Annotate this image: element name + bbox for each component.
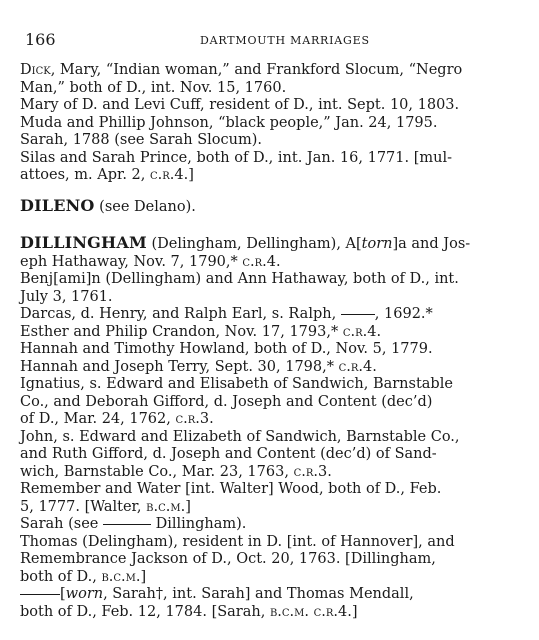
editorial-italic: torn xyxy=(361,236,393,252)
entry-line: Hannah and Timothy Howland, both of D., Nov. 5, 1779. xyxy=(20,341,433,357)
entry-text: .] xyxy=(180,498,191,515)
page-body xyxy=(20,62,532,621)
entry-text: (Delingham, Dellingham), A[ xyxy=(146,236,362,252)
entry-line: Man,” both of D., int. Nov. 15, 1760. xyxy=(20,79,287,96)
running-title: DARTMOUTH MARRIAGES xyxy=(200,34,370,47)
entry-text: Dillingham). xyxy=(150,516,247,532)
entry-line xyxy=(20,323,532,342)
entry-text: . xyxy=(304,603,314,620)
entry-text: wich, Barnstable Co., Mar. 23, 1763, xyxy=(20,463,294,480)
source-abbrev: b.c.m xyxy=(101,568,136,585)
source-abbrev: c.r.3 xyxy=(293,463,328,480)
entry-text: .] xyxy=(135,568,147,585)
entry-line xyxy=(20,516,532,534)
entry-benjamin xyxy=(20,271,532,306)
entry-text: Esther and Philip Crandon, Nov. 17, 1793,* xyxy=(20,323,343,340)
entry-text: ]a and Jos- xyxy=(392,236,471,252)
entry-text: both of D., Feb. 12, 1784. [Sarah, xyxy=(20,603,270,620)
entry-text: Darcas, d. Henry, and Ralph Earl, s. Ralph, xyxy=(20,306,341,322)
entry-line: Co., and Deborah Gifford, d. Joseph and Content (dec’d) xyxy=(20,393,433,410)
entry-text: .] xyxy=(183,167,194,183)
source-abbrev: b.c.m xyxy=(146,498,181,515)
entry-hannah-joseph xyxy=(20,359,532,377)
entry-text: Hannah and Joseph Terry, Sept. 30, 1798,* xyxy=(20,358,339,375)
entry-text: , Sarah†, int. Sarah] and Thomas Mendall, xyxy=(103,586,414,602)
entry-text: Sarah (see xyxy=(20,516,103,532)
entry-text: 5, 1777. [Walter, xyxy=(20,498,147,515)
entry-line xyxy=(20,603,532,622)
entry-line: Mary of D. and Levi Cuff, resident of D., int. Sept. 10, 1803. xyxy=(20,97,460,113)
entry-worn-sarah xyxy=(20,586,532,621)
entry-line xyxy=(20,233,532,254)
entry-line: Sarah, 1788 (see Sarah Slocum). xyxy=(20,132,262,148)
entry-text: of D., Mar. 24, 1762, xyxy=(20,411,176,427)
entry-dick-mary-levi xyxy=(20,97,532,115)
entry-line xyxy=(20,167,532,185)
entry-line: Silas and Sarah Prince, both of D., int. Jan. 16, 1771. [mul- xyxy=(20,149,452,166)
entry-dick-silas xyxy=(20,150,532,185)
blank-dash xyxy=(20,594,60,595)
entry-remember xyxy=(20,481,532,516)
entry-line: Benj[ami]n (Dellingham) and Ann Hathaway, both of D., int. xyxy=(20,271,459,287)
entry-line: Remember and Water [int. Walter] Wood, both of D., Feb. xyxy=(20,481,442,497)
entry-line: and Ruth Gifford, d. Joseph and Content (dec’d) of Sand- xyxy=(20,446,437,462)
entry-line xyxy=(20,411,532,429)
entry-line xyxy=(20,358,532,377)
source-abbrev: c.r.4 xyxy=(242,253,276,270)
entry-thomas xyxy=(20,534,532,587)
entry-text: [ xyxy=(60,586,66,602)
entry-dileno xyxy=(20,197,532,217)
surname-smallcaps: Dick xyxy=(20,62,51,78)
entry-text: . xyxy=(209,411,214,427)
entry-line xyxy=(20,195,532,217)
source-abbrev: c.r.4 xyxy=(313,603,348,620)
entry-dick-mary xyxy=(20,62,532,97)
page-header xyxy=(25,30,530,52)
editorial-italic: worn xyxy=(65,586,104,602)
entry-line: Ignatius, s. Edward and Elisabeth of Sandwich, Barnstable xyxy=(20,376,453,392)
entry-text: eph Hathaway, Nov. 7, 1790,* xyxy=(20,253,243,270)
entry-dillingham-heading xyxy=(20,234,532,271)
entry-text: , 1692.* xyxy=(374,306,433,322)
surname-heading: DILLINGHAM xyxy=(20,233,147,252)
entry-esther xyxy=(20,324,532,342)
blank-dash xyxy=(341,314,375,315)
entry-john xyxy=(20,429,532,482)
entry-line xyxy=(20,463,532,482)
entry-line xyxy=(20,62,532,80)
entry-sarah xyxy=(20,516,532,534)
entry-line xyxy=(20,498,532,517)
entry-text: . xyxy=(327,463,332,480)
entry-line: John, s. Edward and Elizabeth of Sandwich, Barnstable Co., xyxy=(20,428,460,445)
entry-text: .] xyxy=(347,603,358,620)
entry-text: , Mary, “Indian woman,” and Frankford Slocum, “Negro xyxy=(50,62,463,78)
source-abbrev: c.r.3 xyxy=(175,411,210,427)
entry-line xyxy=(20,568,532,587)
entry-line: Thomas (Delingham), resident in D. [int. of Hannover], and xyxy=(20,533,455,550)
entry-text: . xyxy=(376,323,382,340)
entry-text: . xyxy=(276,253,281,270)
source-abbrev: c.r.4 xyxy=(338,358,373,375)
entry-text: attoes, m. Apr. 2, xyxy=(20,167,150,183)
entry-hannah-timothy xyxy=(20,341,532,359)
entry-ignatius xyxy=(20,376,532,429)
page-number: 166 xyxy=(25,30,56,49)
entry-line: July 3, 1761. xyxy=(20,288,113,305)
entry-text: (see Delano). xyxy=(94,198,196,215)
surname-heading: DILENO xyxy=(20,195,95,215)
source-abbrev: b.c.m xyxy=(269,603,305,620)
source-abbrev: c.r.4 xyxy=(342,323,377,340)
entry-text: . xyxy=(372,358,377,375)
entry-line xyxy=(20,306,532,324)
blank-dash xyxy=(103,524,151,525)
entry-line xyxy=(40,586,532,604)
entry-line: Remembrance Jackson of D., Oct. 20, 1763. [Dillingham, xyxy=(20,551,436,567)
entry-dick-muda xyxy=(20,115,532,133)
entry-darcas xyxy=(20,306,532,324)
entry-text: both of D., xyxy=(20,568,102,585)
entry-line xyxy=(20,253,532,272)
entry-dick-sarah xyxy=(20,132,532,150)
entry-line: Muda and Phillip Johnson, “black people,” Jan. 24, 1795. xyxy=(20,114,438,131)
source-abbrev: c.r.4 xyxy=(150,167,184,183)
